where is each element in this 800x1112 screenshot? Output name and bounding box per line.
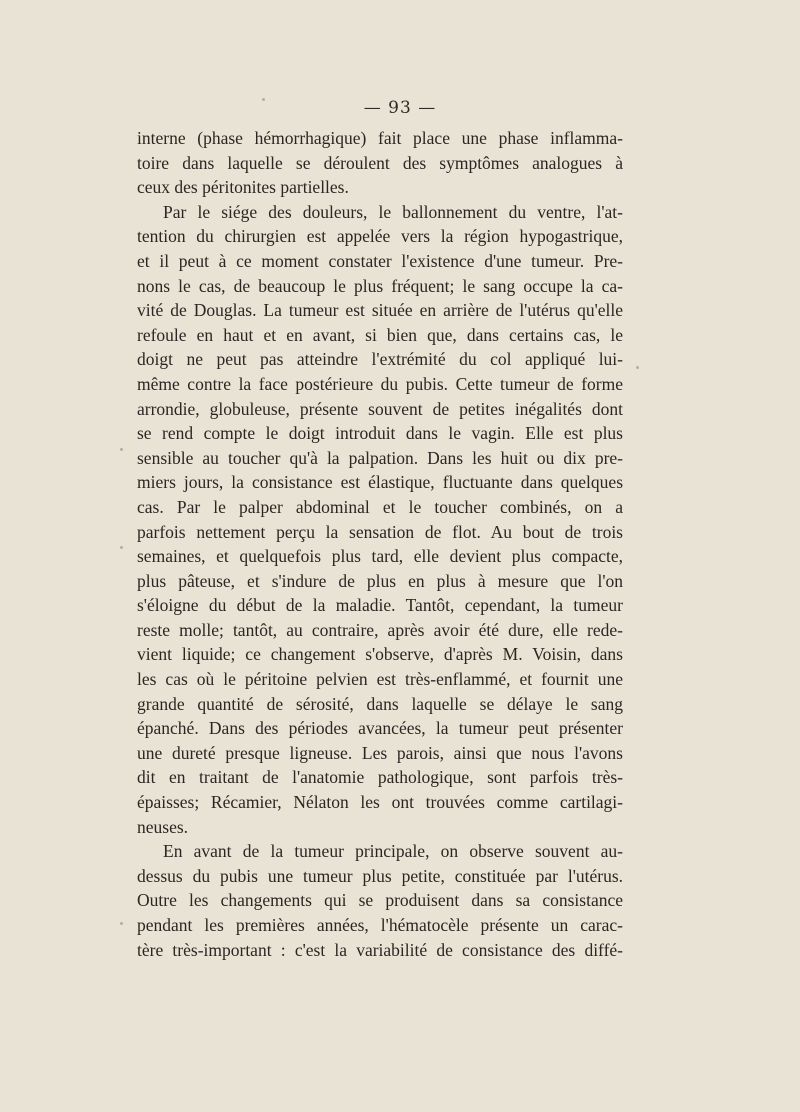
- text-line: Outre les changements qui se produisent dans sa consistance: [137, 890, 623, 911]
- text-line: épanché. Dans des périodes avancées, la tumeur peut présenter: [137, 718, 623, 739]
- text-line: tention du chirurgien est appelée vers la région hypogastrique,: [137, 226, 623, 247]
- text-line: reste molle; tantôt, au contraire, après avoir été dure, elle rede-: [137, 619, 623, 640]
- text-line: cas. Par le palper abdominal et le toucher combinés, on a: [137, 496, 623, 517]
- text-line: interne (phase hémorrhagique) fait place une phase inflamma-: [137, 128, 623, 148]
- paper-speck: [636, 366, 639, 369]
- text-line: les cas où le péritoine pelvien est très-enflammé, et fournit une: [137, 669, 623, 690]
- text-line: refoule en haut et en avant, si bien que, dans certains cas, le: [137, 324, 623, 345]
- text-line: épaisses; Récamier, Nélaton les ont trouvées comme cartilagi-: [137, 792, 623, 813]
- text-line: neuses.: [137, 816, 189, 837]
- text-line: semaines, et quelquefois plus tard, elle devient plus compacte,: [137, 546, 623, 567]
- text-line: vient liquide; ce changement s'observe, d'après M. Voisin, dans: [137, 644, 623, 665]
- text-line: grande quantité de sérosité, dans laquelle se délaye le sang: [137, 693, 623, 714]
- text-line: une dureté presque ligneuse. Les parois, ainsi que nous l'avons: [137, 742, 623, 763]
- text-line: miers jours, la consistance est élastique, fluctuante dans quelques: [137, 472, 623, 493]
- paper-speck: [120, 922, 123, 925]
- text-line: parfois nettement perçu la sensation de flot. Au bout de trois: [137, 521, 623, 542]
- text-line: ceux des péritonites partielles.: [137, 177, 349, 198]
- text-line: même contre la face postérieure du pubis. Cette tumeur de forme: [137, 373, 623, 394]
- text-line: En avant de la tumeur principale, on observe souvent au-: [163, 841, 623, 862]
- text-line: sensible au toucher qu'à la palpation. Dans les huit ou dix pre-: [137, 447, 623, 468]
- text-line: et il peut à ce moment constater l'existence d'une tumeur. Pre-: [137, 250, 623, 271]
- text-line: dessus du pubis une tumeur plus petite, constituée par l'utérus.: [137, 865, 623, 886]
- text-line: doigt ne peut pas atteindre l'extrémité du col appliqué lui-: [137, 349, 623, 370]
- text-line: s'éloigne du début de la maladie. Tantôt, cependant, la tumeur: [137, 595, 623, 616]
- text-line: pendant les premières années, l'hématocèle présente un carac-: [137, 915, 623, 935]
- text-line: plus pâteuse, et s'indure de plus en plus à mesure que l'on: [137, 570, 623, 591]
- paper-speck: [120, 448, 123, 451]
- text-line: arrondie, globuleuse, présente souvent de petites inégalités dont: [137, 398, 623, 419]
- paper-speck: [262, 98, 265, 101]
- text-line: nons le cas, de beaucoup le plus fréquent; le sang occupe la ca-: [137, 275, 623, 296]
- body-text: [137, 126, 623, 962]
- text-line: tère très-important : c'est la variabilité de consistance des diffé-: [137, 939, 623, 960]
- paper-speck: [120, 546, 123, 549]
- text-line: dit en traitant de l'anatomie pathologique, sont parfois très-: [137, 767, 623, 788]
- text-line: Par le siége des douleurs, le ballonnement du ventre, l'at-: [163, 201, 623, 222]
- text-line: toire dans laquelle se déroulent des symptômes analogues à: [137, 152, 623, 173]
- text-line: se rend compte le doigt introduit dans le vagin. Elle est plus: [137, 423, 623, 444]
- text-line: vité de Douglas. La tumeur est située en arrière de l'utérus qu'elle: [137, 300, 623, 321]
- page-number: — 93 —: [363, 98, 437, 118]
